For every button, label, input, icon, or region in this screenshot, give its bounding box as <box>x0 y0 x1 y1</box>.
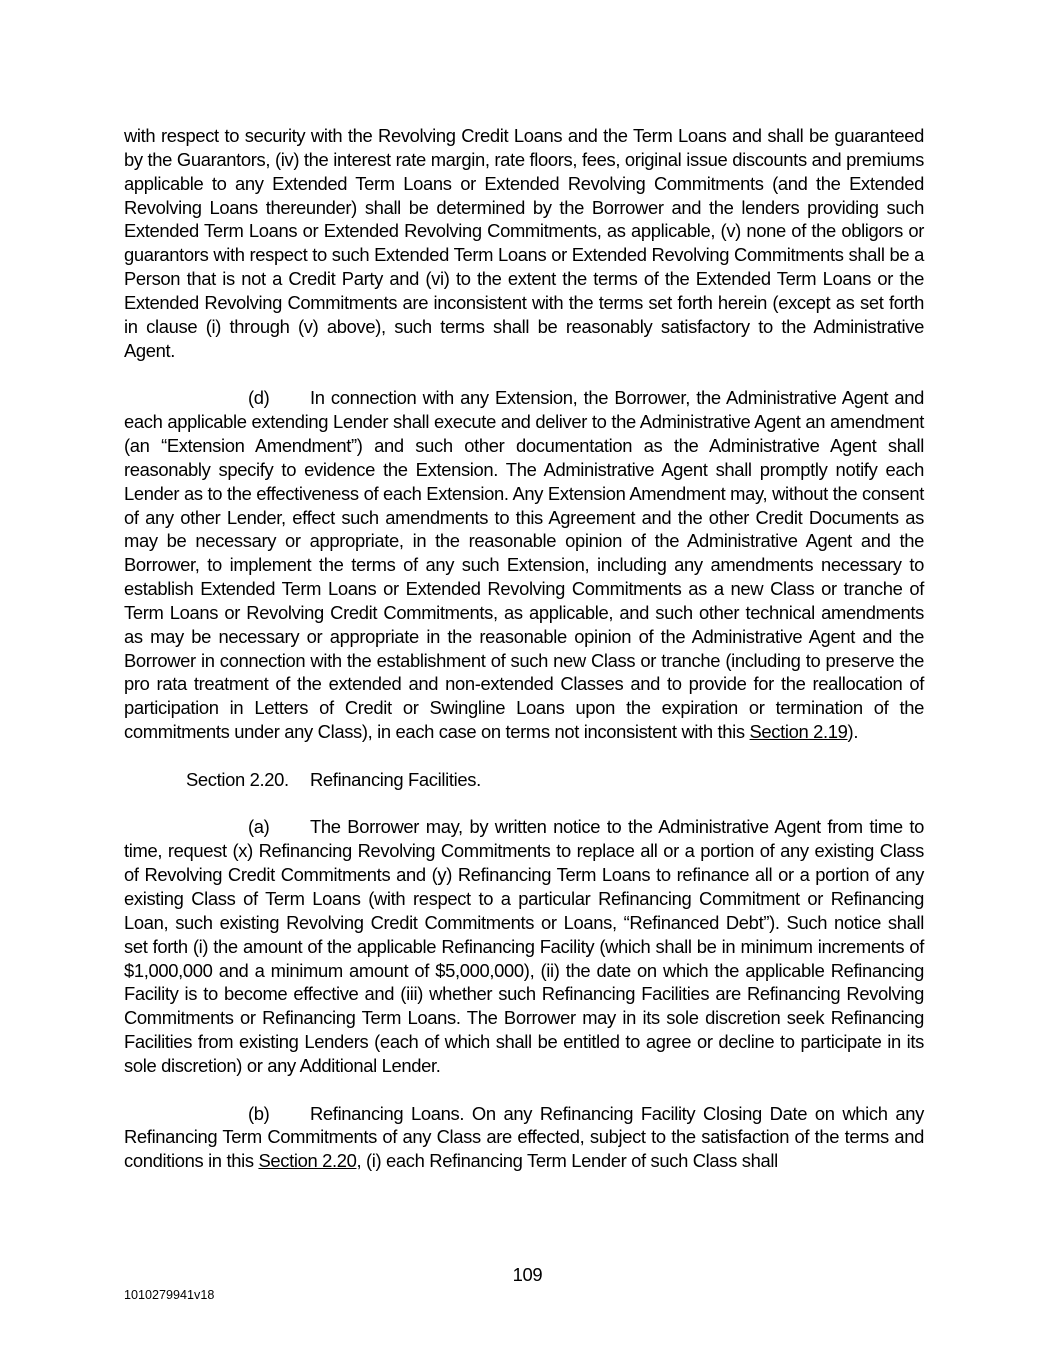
document-id: 1010279941v18 <box>124 1288 215 1302</box>
paragraph-text: In connection with any Extension, the Borrower, the Administrative Agent and each applicable extending Lender shall execute and deliver to the Administrative Agent an amendment (an “Extension Amendment”) and such other documentation as the Administrative Agent shall reasonably specify to evidence the Extension. The Administrative Agent shall promptly notify each Lender as to the effectiveness of each Extension. Any Extension Amendment may, without the consent of any other Lender, effect such amendments to this Agreement and the other Credit Documents as may be necessary or appropriate, in the reasonable opinion of the Administrative Agent and the Borrower, to implement the terms of any such Extension, including any amendments necessary to establish Extended Term Loans or Extended Revolving Commitments as a new Class or tranche of Term Loans or Revolving Credit Commitments, as applicable, and such other technical amendments as may be necessary or appropriate in the reasonable opinion of the Administrative Agent and the Borrower in connection with the establishment of such new Class or tranche (including to preserve the pro rata treatment of the extended and non-extended Classes and to provide for the reallocation of participation in Letters of Credit or Swingline Loans upon the expiration or termination of the commitments under any Class), in each case on terms not inconsistent with this <box>124 387 924 743</box>
clause-label: (b) <box>248 1102 270 1124</box>
clause-label: (d) <box>248 387 270 409</box>
section-heading <box>186 768 924 792</box>
paragraph-text-end: ). <box>847 721 859 743</box>
paragraph-text: Refinancing Loans. On any Refinancing Facility Closing Date on which any Refinancing Term Commitments of any Class are effected, subject to the satisfaction of the terms and conditions in this <box>124 1102 924 1172</box>
page-number: 109 <box>512 1264 543 1285</box>
section-reference: Section 2.19 <box>749 721 848 743</box>
section-title: Refinancing Facilities. <box>310 768 481 790</box>
section-number: Section 2.20. <box>186 768 289 790</box>
paragraph-d <box>124 386 924 744</box>
document-body <box>124 124 924 1197</box>
section-reference: Section 2.20 <box>258 1150 357 1172</box>
paragraph-text: The Borrower may, by written notice to the Administrative Agent from time to time, request (x) Refinancing Revolving Commitments to replace all or a portion of any existing Class of Revolving Credit Commitments and (y) Refinancing Term Loans to refinance all or a portion of any existing Class of Term Loans (with respect to a particular Refinancing Commitment or Refinancing Loan, such existing Revolving Credit Commitments or Loans, “Refinanced Debt”). Such notice shall set forth (i) the amount of the applicable Refinancing Facility (which shall be in minimum increments of $1,000,000 and a minimum amount of $5,000,000), (ii) the date on which the applicable Refinancing Facility is to become effective and (iii) whether such Refinancing Facilities are Refinancing Revolving Commitments or Refinancing Term Loans. The Borrower may in its sole discretion seek Refinancing Facilities from existing Lenders (each of which shall be entitled to agree or decline to participate in its sole discretion) or any Additional Lender. <box>124 816 924 1076</box>
paragraph-a <box>124 815 924 1077</box>
clause-label: (a) <box>248 816 270 838</box>
paragraph-b <box>124 1102 924 1174</box>
paragraph-continuation <box>124 124 924 362</box>
paragraph-text: with respect to security with the Revolving Credit Loans and the Term Loans and shall be guaranteed by the Guarantors, (iv) the interest rate margin, rate floors, fees, original issue discounts and premiums applicable to any Extended Term Loans or Extended Revolving Commitments (and the Extended Revolving Loans thereunder) shall be determined by the Borrower and the lenders providing such Extended Term Loans or Extended Revolving Commitments, as applicable, (v) none of the obligors or guarantors with respect to such Extended Term Loans or Extended Revolving Commitments shall be a Person that is not a Credit Party and (vi) to the extent the terms of the Extended Term Loans or the Extended Revolving Commitments are inconsistent with the terms set forth herein (except as set forth in clause (i) through (v) above), such terms shall be reasonably satisfactory to the Administrative Agent. <box>124 125 924 361</box>
paragraph-text-end: , (i) each Refinancing Term Lender of such Class shall <box>356 1150 778 1172</box>
